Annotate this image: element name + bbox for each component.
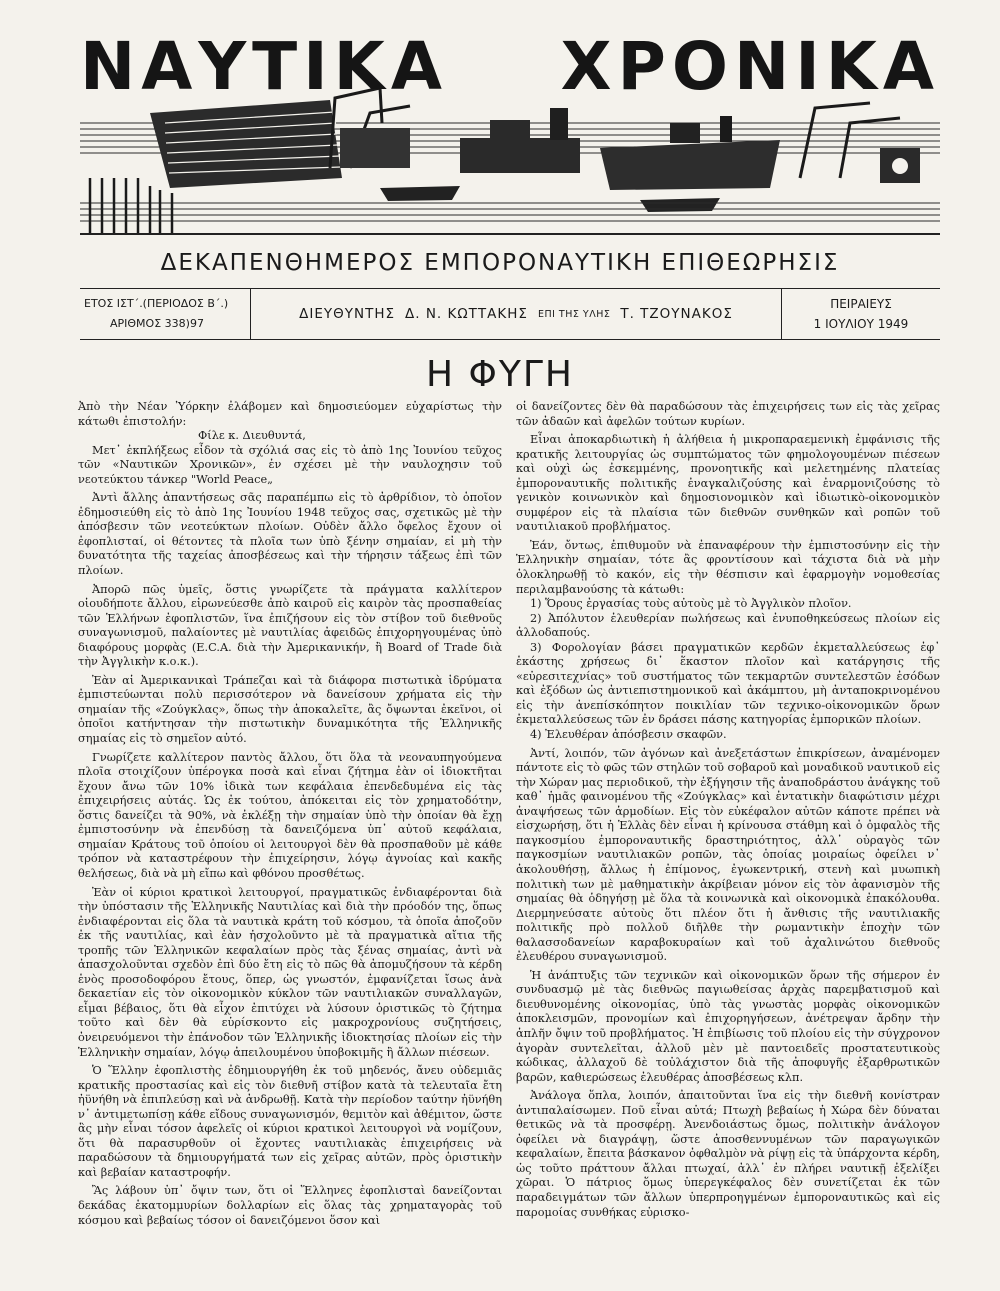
article-column-left [78, 400, 502, 1228]
paragraph: Ἐάν, ὄντως, ἐπιθυμοῦν νὰ ἐπαναφέρουν τὴν ἐμπιστοσύνην εἰς τὴν Ἑλληνικὴν σημαίαν, τότε ἂς φροντίσουν καὶ τάχιστα διὰ νὰ μὴν ὁλοκληρωθῇ τὸ κακόν, εἰς τὴν θέσπισιν καὶ ἐφαρμογὴν νομοθεσίας περιλαμβανούσης τὰ κάτωθι: [516, 538, 940, 596]
info-bar [80, 288, 940, 340]
paragraph: Ἀνάλογα ὅπλα, λοιπόν, ἀπαιτοῦνται ἵνα εἰς τὴν διεθνῆ κονίστραν ἀντιπαλαίσωμεν. Ποῦ εἶναι αὐτά; Πτωχὴ βεβαίως ἡ Χώρα δὲν δύναται θετικῶς νὰ τὰ προσφέρῃ. Ἀνενδοιάστως ὅμως, πολιτικὴν ἀνάλογον ὀφείλει νὰ διαγράψῃ, ὥστε ἀποσθεννυμένων τῶν παραγωγικῶν κεφαλαίων, ἔπειτα βάσκανον ὀφθαλμὸν νὰ ρίψῃ εἰς τὰ ὑπάρχοντα κέρδη, ὡς τοῦτο πράττουν ἄλλαι πτωχαί, ἀλλ᾽ ἐν πλήρει ναυτικῇ ἐξελίξει χῶραι. Ὁ πάτριος ὅμως ὑπερεγκέφαλος δὲν συνετίζεται ἐκ τῶν παραδειγμάτων τῶν ἄλλων ὑπερπροηγμένων ἐμποροναυτικῶς καὶ εἰς παρομοίας συνθήκας εὑρισκο- [516, 1089, 940, 1219]
paragraph: Ἐὰν οἱ κύριοι κρατικοὶ λειτουργοί, πραγματικῶς ἐνδιαφέρονται διὰ τὴν ὑπόστασιν τῆς Ἑλληνικῆς Ναυτιλίας καὶ διὰ τὴν πρόοδόν της, ὅπως ἐνδιαφέρονται εἰς ὅλα τὰ ναυτικὰ κράτη τοῦ κόσμου, τὰ ὁποῖα ἀποζοῦν ἐκ τῆς ναυτιλίας, καὶ ἐὰν ἠσχολοῦντο μὲ τὰ πραγματικὰ αἴτια τῆς τροπῆς τῶν Ἑλληνικῶν κεφαλαίων πρὸς τὰς ξένας σημαίας, ἀντὶ νὰ ἀπασχολοῦνται σχεδὸν ἐπὶ δύο ἔτη εἰς τὸ πῶς θὰ ἀπομυζήσουν τὰ κέρδη ἑνὸς προσοδοφόρου ἔτους, ὅπερ, ὡς γνωστόν, ἐμφανίζεται ἴσως ἀνὰ δεκαετίαν εἰς τὸν οἰκονομικὸν κύκλον τῶν ναυτιλιακῶν συναλλαγῶν, εἶμαι βέβαιος, ὅτι θὰ εἶχον ἐπιτύχει νὰ λύσουν ὁριστικῶς τὸ ζήτημα τοῦτο καὶ δὲν θὰ εὑρίσκοντο εἰς μακροχρονίους συζητήσεις, ὀνειρευόμενοι τὴν ἐπάνοδον τῶν Ἑλληνικῆς ἰδιοκτησίας πλοίων εἰς τὴν Ἑλληνικὴν σημαίαν, λόγῳ ἀπειλουμένου ὑποβοκιμῆς ἢ ἄλλων πιέσεων. [78, 885, 502, 1059]
material-name: Τ. ΤΖΟΥΝΑΚΟΣ [620, 306, 733, 322]
masthead-title [80, 28, 940, 105]
masthead [80, 28, 940, 238]
paragraph: Ἀντί, λοιπόν, τῶν ἀγόνων καὶ ἀνεξετάστων ἐπικρίσεων, ἀναμένομεν πάντοτε εἰς τὸ φῶς τῶν στηλῶν τοῦ σοβαροῦ καὶ μοναδικοῦ ναυτικοῦ εἰς τὴν Χώραν μας περιοδικοῦ, τὴν ἐξήγησιν τῆς ἀναποδράστου ἀνάγκης τοῦ καθ᾽ ἡμᾶς φαινομένου τῆς «Ζούγκλας» καὶ ἐντατικὴν διαφώτισιν μέχρι ἀναψήσεως τῶν ἁρμοδίων. Εἰς τὸν εὐκέφαλον αὐτῶν κάποτε πρέπει νὰ εἰσχωρήσῃ, ὅτι ἡ Ἑλλὰς δὲν εἶναι ἡ κρίνουσα στάθμη καὶ ὁ ὀμφαλὸς τῆς παγκοσμίου ἐμποροναυτικῆς δραστηριότητος, ἀλλ᾽ οὐραγὸς τῶν παγκοσμίων ναυτιλιακῶν ροπῶν, τὰς ὁποίας μοιραίως ὀφείλει ν᾽ ἀκολουθήσῃ, ἄλλως ἡ ἐπίμονος, ἐγωκεντρική, στενὴ καὶ μυωπικὴ πολιτικὴ των μὲ μαθηματικὴν ἀκρίβειαν μόνον εἰς τὸν ἀφανισμὸν τῆς σημαίας θὰ ὁδηγήσῃ μὲ ὅλα τὰ κοινωνικὰ καὶ οἰκονομικὰ ἐπακόλουθα. Διερμηνεύσατε αὐτοὺς ὅτι πλέον ὅτι ἡ ἄνθισις τῆς ναυτιλιακῆς πολιτικῆς πρὸ πολλοῦ διῆλθε τὴν ρωμαντικὴν ἐποχὴν τῶν θαλασσοδανείων καραβοκυραίων καὶ τοῦ ἀχαλινώτου διεθνοῦς ἐλευθέρου συναγωνισμοῦ. [516, 746, 940, 964]
director-name: Δ. Ν. ΚΩΤΤΑΚΗΣ [405, 306, 528, 322]
paragraph: Ἀπὸ τὴν Νέαν Ὑόρκην ἐλάβομεν καὶ δημοσιεύομεν εὐχαρίστως τὴν κάτωθι ἐπιστολήν: [78, 400, 502, 428]
number-line: ΑΡΙΘΜΟΣ 338)97 [110, 317, 204, 330]
paragraph: Ἀπορῶ πῶς ὑμεῖς, ὅστις γνωρίζετε τὰ πράγματα καλλίτερον οἱουδήποτε ἄλλου, εἰρωνεύεσθε ἀπὸ καιροῦ εἰς καιρὸν τὰς προσπαθείας τῶν Ἑλλήνων ἐφοπλιστῶν, ἵνα ἐπιζήσουν εἰς τὸν στίβον τοῦ διεθνοῦς συναγωνισμοῦ, παλαίοντες μὲ ναυτιλίας ἀφειδῶς ἐπιχορηγουμένας ὑπὸ διαφόρους μορφὰς (E.C.A. διὰ τὴν Ἀμερικανικήν, ἢ Board of Trade διὰ τὴν Ἀγγλικὴν κ.ο.κ.). [78, 582, 502, 669]
place-date [781, 289, 940, 339]
paragraph: Εἶναι ἀποκαρδιωτικὴ ἡ ἀλήθεια ἡ μικροπαραεμενικὴ ἐμφάνισις τῆς κρατικῆς λειτουργίας ὡς συμπτώματος τῶν φημολογουμένων πιέσεων καὶ οὐχὶ ὡς ἐσκεμμένης, προνοητικῆς καὶ μελετημένης πλατείας ἐμποροναυτικῆς πολιτικῆς ἐναγκαλιζούσης καὶ ἐναρμονιζούσης τὸ γενικὸν κοινωνικὸν καὶ δημοσιονομικὸν καὶ ἰδιωτικὸ-οἰκονομικὸν συμφέρον εἰς τὰ πλαίσια τῶν διεθνῶν συνθηκῶν καὶ ροπῶν τοῦ ναυτιλιακοῦ προβλήματος. [516, 433, 940, 534]
paragraph: Ἐὰν αἱ Ἀμερικανικαὶ Τράπεζαι καὶ τὰ διάφορα πιστωτικὰ ἱδρύματα ἐμπιστεύωνται πολὺ περισσότερον νὰ δανείσουν χρήματα εἰς τὴν σημαίαν τῆς «Ζούγκλας», ὅπως τὴν ἀποκαλεῖτε, ἂς ὄψωνται ἐκεῖνοι, οἱ ὁποῖοι κατήντησαν τὴν πιστωτικὴν δυναμικότητα τῆς Ἑλληνικῆς σημαίας εἰς τὸ σημεῖον αὐτό. [78, 673, 502, 746]
paragraph: Γνωρίζετε καλλίτερον παντὸς ἄλλου, ὅτι ὅλα τὰ νεοναυπηγούμενα πλοῖα στοιχίζουν ὑπέρογκα ποσὰ καὶ εἶναι ζήτημα ἐὰν οἱ ἰδιοκτῆται ἔχουν ἄνω τῶν 10% ἰδικὰ των κεφάλαια ἐπενδεδυμένα εἰς τὰς ἐπιχειρήσεις αὐτάς. Ὡς ἐκ τούτου, ἀπόκειται εἰς τὸν χρηματοδότην, ὅστις δανείζει τὰ 90%, νὰ ἐκλέξῃ τὴν σημαίαν ὑπὸ τὴν ὁποίαν θὰ ἔχῃ ἐμπιστοσύνην νὰ ἐπενδύσῃ τὰ δανειζόμενα ὑπ᾽ αὐτοῦ κεφάλαια, σημαίαν Κράτους τοῦ ὁποίου οἱ λειτουργοὶ δὲν θὰ προσπαθοῦν μὲ κάθε τρόπον νὰ καταστρέφουν τὴν ἐπιχείρησιν, λόγῳ ἀγνοίας καὶ κακῆς θελήσεως, διὰ νὰ μὴ εἴπω καὶ φθόνου προσθέτως. [78, 750, 502, 880]
year-line: ΕΤΟΣ ΙΣΤ΄.(ΠΕΡΙΟΔΟΣ Β΄.) [84, 297, 229, 310]
paragraph: Ἀντὶ ἄλλης ἀπαντήσεως σᾶς παραπέμπω εἰς τὸ ἀρθρίδιον, τὸ ὁποῖον ἐδημοσιεύθη εἰς τὸ ἀπὸ 1ης Ἰουνίου 1948 τεῦχος σας, σχετικῶς μὲ τὴν ἀπόσβεσιν τῶν νεοτεύκτων πλοίων. Οὐδὲν ἄλλο ὄφελος ἔχουν οἱ ἐφοπλισταί, οἱ θέτοντες τὰ πλοῖα των ὑπὸ ξένην σημαίαν, εἰ μὴ τὴν δυνατότητα τῆς ταχείας ἀποσβέσεως καὶ τὴν τήρησιν τάξεως ἐπὶ τῶν πλοίων. [78, 491, 502, 578]
subtitle: ΔΕΚΑΠΕΝΘΗΜΕΡΟΣ ΕΜΠΟΡΟΝΑΥΤΙΚΗ ΕΠΙΘΕΩΡΗΣΙΣ [160, 250, 840, 276]
masthead-word-2: ΧΡΟΝΙΚΑ [560, 28, 940, 105]
paragraph: Ἂς λάβουν ὑπ᾽ ὄψιν των, ὅτι οἱ Ἕλληνες ἐφοπλισταὶ δανείζονται δεκάδας ἑκατομμυρίων δολλαρίων εἰς ὅλας τὰς χρηματαγορὰς τοῦ κόσμου καὶ βεβαίως τόσον οἱ δανειζόμενοι ὅσον καὶ [78, 1184, 502, 1227]
paragraph: Ὁ Ἕλλην ἐφοπλιστὴς ἐδημιουργήθη ἐκ τοῦ μηδενός, ἄνευ οὐδεμιᾶς κρατικῆς προστασίας καὶ εἰς τὸν διεθνῆ στίβον κατὰ τὰ τελευταῖα ἔτη ἠϋνήθη νὰ ἐπιπλεύσῃ καὶ νὰ ἀνδρωθῇ. Κατὰ τὴν περίοδον ταύτην ἠϋνήθη ν᾽ ἀντιμετωπίσῃ κάθε εἴδους συναγωνισμόν, θεμιτὸν καὶ ἀθέμιτον, ὥστε ἂς μὴν εἶναι τόσον ἀφελεῖς οἱ κύριοι κρατικοὶ λειτουργοὶ νὰ νομίζουν, ὅτι θὰ παρασυρθοῦν οἱ ἔχοντες ναυτιλιακὰς ἐπιχειρήσεις νὰ παραδώσουν τὰ δημιουργήματά των εἰς χεῖρας αὐτῶν, πρὸς ὁριστικὴν καὶ βεβαίαν καταστροφήν. [78, 1064, 502, 1179]
city: ΠΕΙΡΑΙΕΥΣ [830, 297, 892, 311]
material-label: ΕΠΙ ΤΗΣ ΥΛΗΣ [537, 308, 611, 320]
masthead-word-1: ΝΑΥΤΙΚΑ [80, 28, 448, 105]
paragraph: Φίλε κ. Διευθυντά, [198, 429, 306, 443]
list-item: 3) Φορολογίαν βάσει πραγματικῶν κερδῶν ἐκμεταλλεύσεως ἐφ᾽ ἑκάστης χρήσεως δι᾽ ἕκαστον πλοῖον καὶ κατάργησις τῆς «εὐρεσιτεχνίας» τοῦ συστήματος τῶν τεκμαρτῶν συντελεστῶν ἐσόδων καὶ ἐξόδων ὡς ἀντιεπιστημονικοῦ καὶ ἀκάμπτου, μὴ ἀνταποκρινομένου εἰς τὴν ἀνεπίσκόπητον ποικιλίαν τῶν τεχνικο-οἰκονομικῶν ὅρων ἐκμεταλλεύσεως τῶν ἐν δράσει πάσης κατηγορίας ἐμπορικῶν πλοίων. [516, 640, 940, 727]
date: 1 ΙΟΥΛΙΟΥ 1949 [813, 317, 909, 331]
article-headline: Η ΦΥΓΗ [426, 354, 574, 395]
paragraph: οἱ δανείζοντες δὲν θὰ παραδώσουν τὰς ἐπιχειρήσεις των εἰς τὰς χεῖρας τῶν ἀδαῶν καὶ ἀφελῶν τούτων κυρίων. [516, 400, 940, 428]
list-item: 1) Ὅρους ἐργασίας τοὺς αὐτοὺς μὲ τὸ Ἀγγλικὸν πλοῖον. [530, 597, 852, 611]
issue-info [80, 289, 251, 339]
paragraph: Ἡ ἀνάπτυξις τῶν τεχνικῶν καὶ οἰκονομικῶν ὅρων τῆς σήμερον ἐν συνδυασμῷ μὲ τὰς διεθνῶς παγιωθείσας ἀρχὰς παρεμβατισμοῦ καὶ διευθυνομένης οἰκονομίας, ὑπὸ τὰς γνωστὰς μορφὰς οἰκονομικῶν ἀποκλεισμῶν, προνομίων καὶ ἐπιχορηγήσεων, ἀνέτρεψαν ἄρδην τὴν ἁπλῆν ὄψιν τοῦ προβλήματος. Ἡ ἐπιβίωσις τοῦ πλοίου εἰς τὴν σύγχρονον ἀγορὰν συντελεῖται, ἀλλοῦ μὲν μὲ παντοειδεῖς προστατευτικοὺς κώδικας, ἀλλαχοῦ δὲ τοὐλάχιστον διὰ τῆς ἀποφυγῆς ἐξαρθρωτικῶν βαρῶν, καθιερώσεως ἐλευθέρας ἀποσβέσεως κλπ. [516, 968, 940, 1084]
director-label: ΔΙΕΥΘΥΝΤΗΣ [299, 306, 396, 322]
list-item: 2) Ἀπόλυτον ἐλευθερίαν πωλήσεως καὶ ἐνυποθηκεύσεως πλοίων εἰς ἀλλοδαπούς. [516, 611, 940, 640]
list-item: 4) Ἐλευθέραν ἀπόσβεσιν σκαφῶν. [530, 728, 727, 742]
article-column-right [516, 400, 940, 1220]
editors-line [252, 289, 780, 339]
paragraph: Μετ᾽ ἐκπλήξεως εἶδον τὰ σχόλιά σας εἰς τὸ ἀπὸ 1ης Ἰουνίου τεῦχος τῶν «Ναυτικῶν Χρονικῶν», ἐν σχέσει μὲ τὴν ναυλοχησιν τοῦ νεοτεύκτου τάνκερ "World Peace„ [78, 443, 502, 486]
